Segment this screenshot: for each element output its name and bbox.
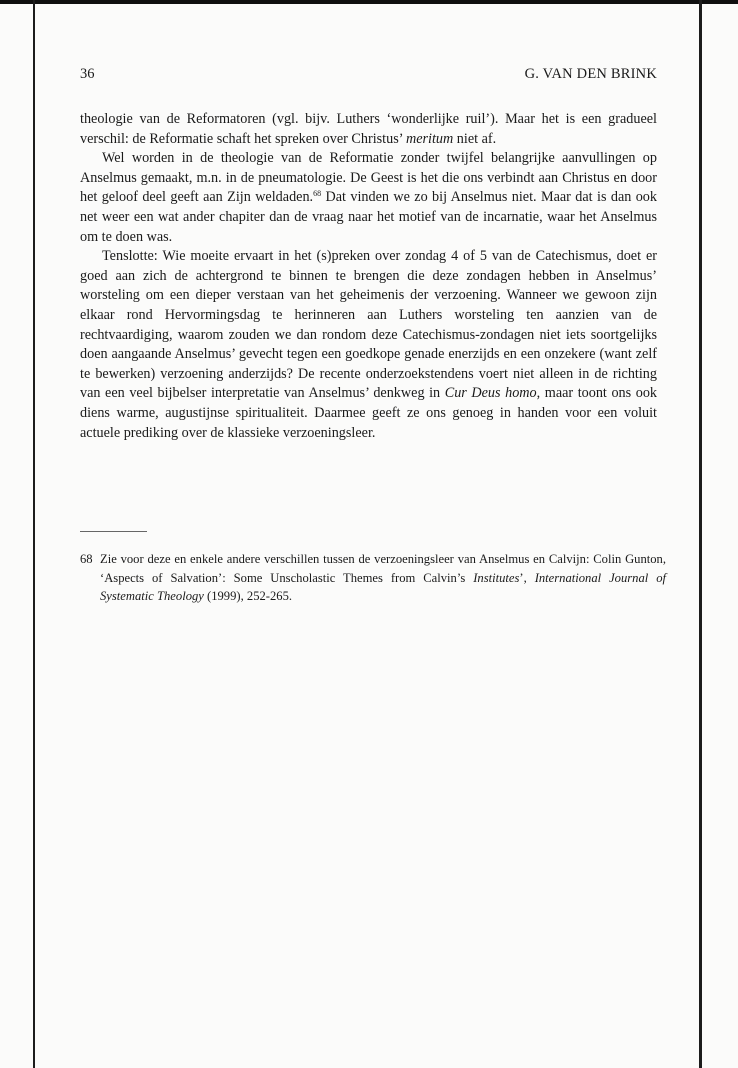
paragraph-3 [80,247,657,443]
footnote-journal: International Journal of Systematic Theology [100,570,667,603]
scan-right-border [699,0,702,1068]
paragraph-1-text: theologie van de Reformatoren (vgl. bijv. Luthers ‘wonderlijke ruil’). Maar het is een gradueel verschil: de Reformatie schaft het spreken over Christus’ [80,111,657,147]
page-number: 36 [80,66,95,82]
paragraph-1 [80,110,657,149]
work-title: Cur Deus homo [444,385,537,402]
scan-top-border [0,0,738,4]
paragraph-3-text-end: , maar toont ons ook diens warme, augustijnse spiritualiteit. Daarmee geeft ze ons genoeg in handen voor een voluit actuele prediking over de klassieke verzoeningsleer. [80,385,658,441]
footnote-reference[interactable]: 68 [313,189,322,199]
body-text [80,110,657,443]
footnote-text: Zie voor deze en enkele andere verschillen tussen de verzoeningsleer van Anselmus en Calvijn: Colin Gunton, ‘Aspects of Salvation’: Some Unscholastic Themes from Calvin’s [100,552,666,585]
paragraph-2 [80,149,657,247]
paragraph-2-text-end: Dat vinden we zo bij Anselmus niet. Maar dat is dan ook net weer een wat ander chapiter dan de vraag naar het motief van de incarnatie, waar het Anselmus om te doen was. [80,189,657,245]
running-head: G. VAN DEN BRINK [524,66,657,82]
footnote-text-end: (1999), 252-265. [203,589,293,603]
paragraph-1-text-end: niet af. [453,130,497,147]
scan-left-border [33,0,35,1068]
paragraph-2-text: Wel worden in de theologie van de Reformatie zonder twijfel belangrijke aanvullingen op Anselmus gemaakt, m.n. in de pneumatologie. De Geest is het die ons verbindt aan Christus en door het geloof deel geeft aan Zijn weldaden. [80,150,657,206]
footnote-text-mid: ’, [519,570,535,585]
footnote-separator [80,531,147,532]
footnote-number: 68 [80,552,93,566]
footnote-institutes: Institutes [473,570,520,585]
paragraph-3-text: Tenslotte: Wie moeite ervaart in het (s)preken over zondag 4 of 5 van de Catechismus, doet er goed aan zich de achtergrond te binnen te brengen die deze zondagen hebben in Anselmus’ worsteling om een dieper verstaan van het geheimenis der verzoening. Wanneer we gewoon zijn elkaar rond Hervormingsdag te herinneren aan Luthers worsteling ten aanzien van de rechtvaardiging, waarom zouden we dan rondom deze Catechismus-zondagen niet iets soortgelijks doen aangaande Anselmus’ gevecht tegen een goedkope genade enerzijds en een onzekere (want zelf te bewerken) verzoening anderzijds? De recente onderzoekstendens voert niet alleen in de richting van een veel bijbelser interpretatie van Anselmus’ denkweg in [80,248,657,402]
footnote-68 [80,550,666,606]
meritum-term: meritum [405,130,454,147]
